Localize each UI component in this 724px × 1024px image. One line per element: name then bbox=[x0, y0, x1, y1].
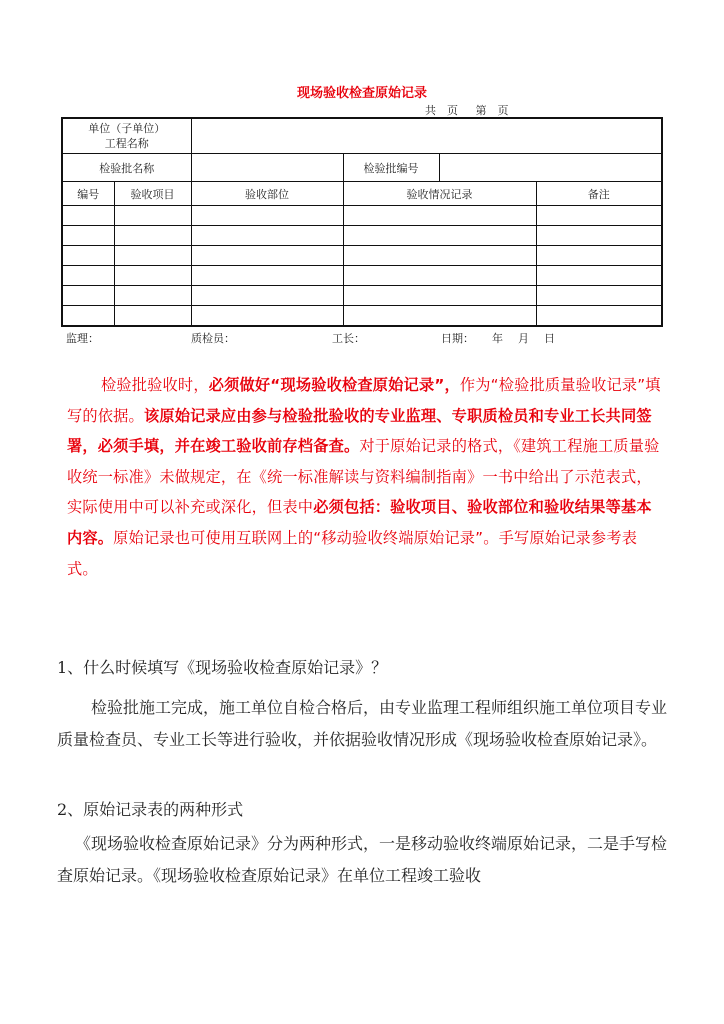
table-header-row bbox=[62, 182, 662, 206]
section1-body: 检验批施工完成，施工单位自检合格后，由专业监理工程师组织施工单位项目专业质量检查员、专业工长等进行验收，并依据验收情况形成《现场验收检查原始记录》。 bbox=[57, 698, 668, 749]
note-segment: 必须包括：验收项目、验收部位和验收结果等基本内容。 bbox=[67, 498, 652, 547]
blank-table-row bbox=[62, 206, 662, 226]
day-label: 日 bbox=[544, 332, 555, 345]
inspector-label: 质检员： bbox=[191, 332, 235, 345]
table-cell[interactable] bbox=[62, 206, 114, 226]
note-segment: 检验批验收时， bbox=[101, 376, 209, 394]
table-cell[interactable] bbox=[343, 226, 536, 246]
table-cell[interactable] bbox=[62, 286, 114, 306]
page-total-label: 共 页 bbox=[425, 104, 458, 117]
note-segment: 对于原始记录的格式，《建筑工程施工质量验收统一标准》未做规定，在《统一标准解读与资料编制指南》一书中给出了示范表式，实际使用中可以补充或深化，但表中 bbox=[67, 437, 660, 517]
table-cell[interactable] bbox=[191, 206, 343, 226]
blank-table-row bbox=[62, 266, 662, 286]
supervisor-label: 监理： bbox=[66, 332, 99, 345]
table-cell[interactable] bbox=[536, 266, 662, 286]
note-segment: 必须做好“现场验收检查原始记录”， bbox=[208, 376, 460, 394]
note-segment: 作为“检验批质量验收记录”填写的依据。 bbox=[67, 376, 661, 425]
table-cell[interactable] bbox=[62, 266, 114, 286]
column-header: 备注 bbox=[536, 182, 662, 206]
red-note-paragraph bbox=[67, 370, 667, 584]
column-header: 验收部位 bbox=[191, 182, 343, 206]
batch-name-value[interactable] bbox=[191, 154, 343, 182]
year-label: 年 bbox=[492, 332, 503, 345]
table-cell[interactable] bbox=[62, 306, 114, 327]
section2-body: 《现场验收检查原始记录》分为两种形式，一是移动验收终端原始记录，二是手写检查原始记录。《现场验收检查原始记录》在单位工程竣工验收 bbox=[57, 834, 668, 885]
blank-table-row bbox=[62, 246, 662, 266]
batch-name-label: 检验批名称 bbox=[62, 154, 191, 182]
table-cell[interactable] bbox=[536, 246, 662, 266]
table-cell[interactable] bbox=[114, 226, 191, 246]
unit-name-value[interactable] bbox=[191, 118, 662, 154]
table-cell[interactable] bbox=[114, 246, 191, 266]
column-header: 验收情况记录 bbox=[343, 182, 536, 206]
section1-heading: 1、什么时候填写《现场验收检查原始记录》？ bbox=[57, 658, 388, 677]
form-title: 现场验收检查原始记录 bbox=[296, 86, 427, 101]
note-segment: 原始记录也可使用互联网上的“移动验收终端原始记录”。手写原始记录参考表式。 bbox=[67, 528, 638, 578]
table-cell[interactable] bbox=[343, 206, 536, 226]
table-cell[interactable] bbox=[343, 246, 536, 266]
note-segment: 该原始记录应由参与检验批验收的专业监理、专职质检员和专业工长共同签署，必须手填，并在竣工验收前存档备查。 bbox=[67, 406, 652, 456]
table-cell[interactable] bbox=[536, 306, 662, 327]
page-counter bbox=[425, 102, 523, 118]
table-cell[interactable] bbox=[114, 306, 191, 327]
record-form-table bbox=[61, 117, 663, 327]
table-cell[interactable] bbox=[114, 266, 191, 286]
batch-number-label: 检验批编号 bbox=[343, 154, 439, 182]
column-header: 验收项目 bbox=[114, 182, 191, 206]
date-label: 日期： bbox=[441, 332, 474, 345]
table-cell[interactable] bbox=[343, 286, 536, 306]
table-cell[interactable] bbox=[191, 226, 343, 246]
table-cell[interactable] bbox=[191, 286, 343, 306]
blank-table-row bbox=[62, 226, 662, 246]
table-cell[interactable] bbox=[114, 206, 191, 226]
table-cell[interactable] bbox=[191, 306, 343, 327]
table-cell[interactable] bbox=[536, 206, 662, 226]
table-cell[interactable] bbox=[62, 246, 114, 266]
table-cell[interactable] bbox=[536, 286, 662, 306]
blank-rows bbox=[62, 206, 662, 327]
section2-heading: 2、原始记录表的两种形式 bbox=[57, 800, 244, 819]
blank-table-row bbox=[62, 286, 662, 306]
table-cell[interactable] bbox=[62, 226, 114, 246]
page-current-label: 第 页 bbox=[475, 104, 509, 117]
table-cell[interactable] bbox=[191, 266, 343, 286]
table-cell[interactable] bbox=[343, 266, 536, 286]
foreman-label: 工长： bbox=[332, 332, 365, 345]
table-cell[interactable] bbox=[114, 286, 191, 306]
table-cell[interactable] bbox=[536, 226, 662, 246]
blank-table-row bbox=[62, 306, 662, 327]
column-header: 编号 bbox=[62, 182, 114, 206]
table-cell[interactable] bbox=[343, 306, 536, 327]
table-cell[interactable] bbox=[191, 246, 343, 266]
month-label: 月 bbox=[518, 332, 529, 345]
unit-name-label: 单位（子单位） 工程名称 bbox=[62, 118, 191, 154]
batch-number-value[interactable] bbox=[439, 154, 662, 182]
